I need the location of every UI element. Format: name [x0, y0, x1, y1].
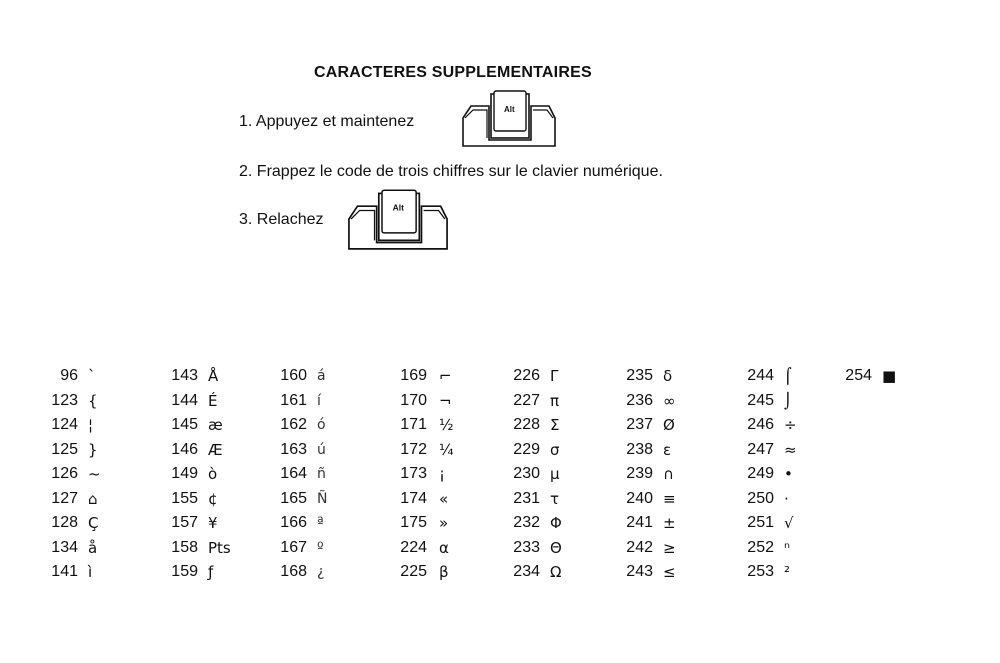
char-code: 169 — [400, 367, 427, 384]
char-code: 246 — [747, 416, 774, 433]
char-code: 225 — [400, 563, 427, 580]
char-glyph: · — [784, 489, 789, 508]
char-glyph: ² — [784, 563, 791, 581]
char-code: 170 — [400, 391, 427, 409]
char-code: 160 — [280, 367, 307, 384]
char-code: 238 — [626, 440, 653, 458]
char-code: 143 — [171, 367, 198, 384]
char-glyph: { — [88, 391, 98, 410]
alt-key-icon — [461, 88, 557, 153]
char-code: 236 — [626, 391, 653, 409]
char-code: 123 — [51, 391, 78, 409]
char-glyph: α — [439, 538, 449, 557]
char-glyph: ε — [663, 440, 672, 459]
char-glyph: ½ — [439, 416, 454, 434]
char-glyph: ñ — [317, 466, 326, 482]
char-glyph: σ — [550, 440, 560, 459]
char-glyph: ¿ — [317, 564, 325, 580]
char-glyph: Ω — [550, 563, 562, 581]
char-code: 125 — [51, 440, 78, 458]
char-glyph: É — [208, 391, 218, 410]
char-code: 239 — [626, 465, 653, 482]
char-code: 242 — [626, 538, 653, 556]
char-glyph: ¥ — [208, 514, 218, 532]
char-glyph: µ — [550, 465, 560, 483]
char-code: 141 — [51, 563, 78, 580]
char-glyph: ⌠ — [784, 367, 792, 385]
alt-key-label: Alt — [392, 202, 405, 213]
alt-key-icon — [346, 187, 450, 256]
char-code: 243 — [626, 563, 653, 580]
char-code: 241 — [626, 514, 653, 531]
char-code: 240 — [626, 489, 653, 507]
char-code: 164 — [280, 465, 307, 482]
char-glyph: ú — [317, 441, 326, 458]
char-code: 252 — [747, 538, 774, 556]
char-code: 144 — [171, 391, 198, 409]
char-code: 244 — [747, 367, 774, 384]
char-code: 247 — [747, 440, 774, 458]
char-glyph: ≥ — [663, 538, 676, 557]
char-code: 173 — [400, 465, 427, 482]
char-code: 234 — [513, 563, 540, 580]
char-glyph: ƒ — [208, 563, 214, 581]
char-code: 167 — [280, 538, 307, 556]
page-title: CARACTERES SUPPLEMENTAIRES — [314, 64, 592, 81]
char-code: 145 — [171, 416, 198, 433]
char-glyph: ⁿ — [784, 538, 790, 557]
char-glyph: Ç — [88, 514, 99, 532]
char-glyph: Φ — [550, 514, 562, 532]
char-code: 237 — [626, 416, 653, 433]
char-code: 155 — [171, 489, 198, 507]
char-code: 228 — [513, 416, 540, 433]
char-glyph: √ — [784, 514, 794, 532]
char-code: 229 — [513, 440, 540, 458]
char-glyph: ¡ — [439, 465, 446, 483]
char-code: 161 — [280, 391, 307, 409]
char-code: 157 — [171, 514, 198, 531]
char-code: 254 — [845, 367, 872, 384]
char-code: 149 — [171, 465, 198, 482]
char-glyph: « — [439, 489, 449, 508]
char-code: 245 — [747, 391, 774, 409]
char-glyph: ⌂ — [88, 489, 98, 508]
char-code: 127 — [51, 489, 78, 507]
char-code: 224 — [400, 538, 427, 556]
char-code: 158 — [171, 538, 198, 556]
char-code: 227 — [513, 391, 540, 409]
char-code: 134 — [51, 538, 78, 556]
char-glyph: δ — [663, 367, 673, 385]
char-code: 249 — [747, 465, 774, 482]
char-glyph: Å — [208, 367, 219, 385]
char-glyph: ª — [317, 515, 324, 531]
char-code: 162 — [280, 416, 307, 433]
char-glyph: ó — [317, 417, 326, 433]
char-glyph: Γ — [550, 367, 559, 385]
char-code: 168 — [280, 563, 307, 580]
char-code: 175 — [400, 514, 427, 531]
char-code: 230 — [513, 465, 540, 482]
char-code: 250 — [747, 489, 774, 507]
char-glyph: í — [317, 392, 321, 409]
char-glyph: ¼ — [439, 440, 454, 459]
char-code: 128 — [51, 514, 78, 531]
char-glyph: á — [317, 368, 326, 384]
char-glyph: Æ — [208, 440, 223, 459]
step-1-text: 1. Appuyez et maintenez — [239, 113, 415, 130]
char-code: 171 — [400, 416, 427, 433]
char-code: 235 — [626, 367, 653, 384]
char-code: 172 — [400, 440, 427, 458]
step-2-text: 2. Frappez le code de trois chiffres sur le clavier numérique. — [239, 163, 663, 180]
step-3-text: 3. Relachez — [239, 211, 324, 228]
char-glyph: β — [439, 563, 449, 581]
char-glyph: Θ — [550, 538, 562, 557]
char-code: 96 — [60, 367, 78, 384]
char-glyph: ì — [88, 563, 93, 581]
char-code: 231 — [513, 489, 540, 507]
char-code: 146 — [171, 440, 198, 458]
char-code: 166 — [280, 514, 307, 531]
char-glyph: ÷ — [784, 416, 797, 434]
char-glyph: ∩ — [663, 465, 674, 483]
char-glyph: º — [317, 539, 324, 556]
char-code: 126 — [51, 465, 78, 482]
char-code: 253 — [747, 563, 774, 580]
char-glyph: ò — [208, 465, 218, 483]
char-glyph: Pts — [208, 538, 231, 557]
char-glyph: » — [439, 514, 449, 532]
char-code: 226 — [513, 367, 540, 384]
char-glyph: Σ — [550, 416, 560, 434]
char-glyph: τ — [550, 489, 560, 508]
char-glyph: ¢ — [208, 489, 218, 508]
char-glyph: • — [784, 465, 793, 483]
char-glyph: ¬ — [439, 391, 452, 410]
char-code: 165 — [280, 489, 307, 507]
char-glyph: ± — [663, 514, 676, 532]
char-glyph: Ñ — [317, 490, 328, 507]
char-glyph: π — [550, 391, 560, 410]
char-glyph: ■ — [882, 367, 897, 385]
alt-key-label: Alt — [504, 105, 515, 114]
char-glyph: ≈ — [784, 440, 797, 459]
char-glyph: ∞ — [663, 391, 676, 410]
char-code: 232 — [513, 514, 540, 531]
char-code: 233 — [513, 538, 540, 556]
char-code: 251 — [747, 514, 774, 531]
char-glyph: ¦ — [88, 416, 94, 434]
char-code: 163 — [280, 440, 307, 458]
char-glyph: å — [88, 538, 98, 557]
char-code: 124 — [51, 416, 78, 433]
char-glyph: ⌡ — [784, 391, 792, 410]
char-glyph: Ø — [663, 416, 675, 434]
char-glyph: ` — [88, 367, 96, 385]
char-glyph: ≤ — [663, 563, 676, 581]
char-glyph: } — [88, 440, 98, 459]
char-glyph: æ — [208, 416, 223, 434]
char-code: 174 — [400, 489, 427, 507]
char-glyph: ⌐ — [439, 367, 452, 385]
char-glyph: ~ — [88, 465, 101, 483]
char-glyph: ≡ — [663, 489, 676, 508]
char-code: 159 — [171, 563, 198, 580]
